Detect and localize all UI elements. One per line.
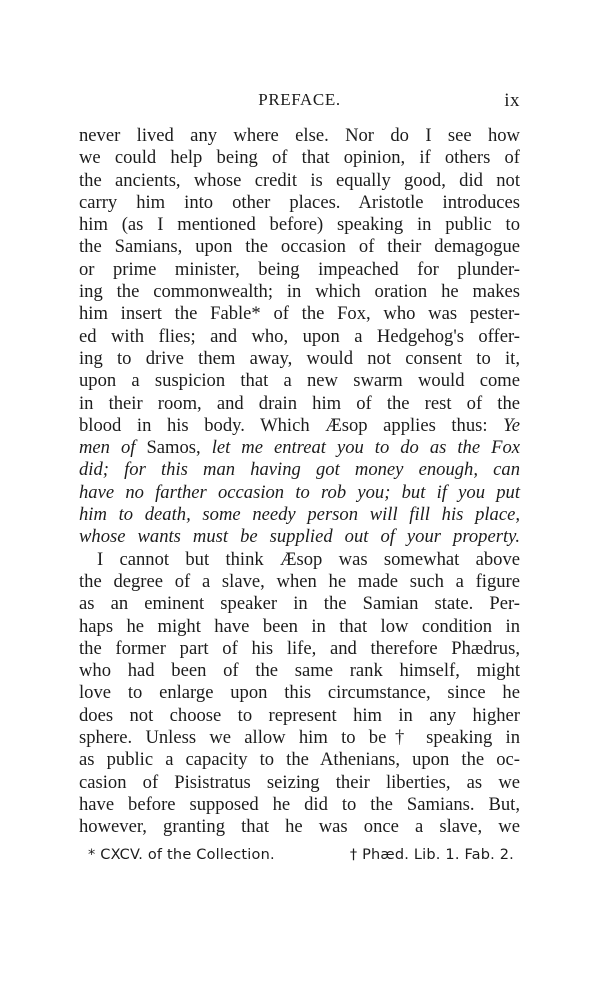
footnotes <box>88 847 520 869</box>
text-line <box>79 259 520 281</box>
text-line <box>79 437 520 459</box>
text-line <box>79 526 520 548</box>
text-run: or prime minister, being impeached for plunder- <box>79 258 520 280</box>
text-run: I cannot but think Æsop was somewhat above <box>97 548 520 570</box>
text-run: upon a suspicion that a new swarm would come <box>79 370 520 392</box>
italic-text: men of <box>79 437 136 459</box>
text-line <box>79 571 520 593</box>
italic-text: him to death, some needy person will fill his place, <box>79 504 520 526</box>
footnote-1: * CXCV. of the Collection. <box>88 847 275 863</box>
text-line <box>79 370 520 392</box>
text-line <box>79 549 520 571</box>
text-run: have before supposed he did to the Samians. But, <box>79 793 520 815</box>
text-run: the former part of his life, and therefore Phædrus, <box>79 637 520 659</box>
text-line <box>79 682 520 704</box>
text-run: ing the commonwealth; in which oration he makes <box>79 281 520 303</box>
text-line <box>79 794 520 816</box>
text-run: the degree of a slave, when he made such a figure <box>79 570 520 592</box>
body-text <box>79 125 520 839</box>
running-title: PREFACE. <box>258 90 341 109</box>
text-run: does not choose to represent him in any higher <box>79 704 520 726</box>
italic-text: have no farther occasion to rob you; but if you put <box>79 481 520 503</box>
text-run: love to enlarge upon this circumstance, since he <box>79 682 520 704</box>
footnote-2: † Phæd. Lib. 1. Fab. 2. <box>349 847 514 863</box>
text-line <box>79 192 520 214</box>
text-run: casion of Pisistratus seizing their liberties, as we <box>79 771 520 793</box>
text-run: blood in his body. Which Æsop applies thus: <box>79 414 504 436</box>
italic-text: Ye <box>503 414 520 436</box>
text-run: ed with flies; and who, upon a Hedgehog's offer- <box>79 325 520 347</box>
text-line <box>79 705 520 727</box>
text-run: in their room, and drain him of the rest of the <box>79 392 520 414</box>
text-line <box>79 415 520 437</box>
text-run: as public a capacity to the Athenians, upon the oc- <box>79 749 520 771</box>
text-run: haps he might have been in that low condition in <box>79 615 520 637</box>
text-line <box>79 326 520 348</box>
text-line <box>79 816 520 838</box>
text-line <box>79 727 520 749</box>
text-run: who had been of the same rank himself, might <box>79 660 520 682</box>
text-line <box>79 616 520 638</box>
text-run: the ancients, whose credit is equally good, did not <box>79 169 520 191</box>
text-run: however, granting that he was once a slave, we <box>79 816 520 838</box>
text-run: the Samians, upon the occasion of their demagogue <box>79 236 520 258</box>
text-line <box>79 482 520 504</box>
italic-text: whose wants must be supplied out of your property. <box>79 526 520 548</box>
running-head <box>79 90 520 114</box>
text-line <box>79 147 520 169</box>
text-line <box>79 393 520 415</box>
text-run: Samos, <box>135 437 212 459</box>
text-line <box>79 348 520 370</box>
text-line <box>79 236 520 258</box>
text-line <box>79 459 520 481</box>
text-run: ing to drive them away, would not consent to it, <box>79 347 520 369</box>
text-line <box>79 638 520 660</box>
italic-text: did; for this man having got money enough, can <box>79 459 520 481</box>
text-run: never lived any where else. Nor do I see how <box>79 125 520 146</box>
text-line <box>79 660 520 682</box>
text-run: carry him into other places. Aristotle introduces <box>79 191 520 213</box>
text-line <box>79 772 520 794</box>
text-line <box>79 504 520 526</box>
text-run: him insert the Fable* of the Fox, who was pester- <box>79 303 520 325</box>
text-line <box>79 593 520 615</box>
text-run: we could help being of that opinion, if others of <box>79 147 520 169</box>
text-line <box>79 170 520 192</box>
text-run: sphere. Unless we allow him to be† speaking in <box>79 727 520 749</box>
text-line <box>79 281 520 303</box>
text-line <box>79 749 520 771</box>
text-line <box>79 214 520 236</box>
text-run: him (as I mentioned before) speaking in public to <box>79 214 520 236</box>
text-line <box>79 125 520 147</box>
text-run: as an eminent speaker in the Samian state. Per- <box>79 593 520 615</box>
page-number: ix <box>504 90 520 111</box>
text-line <box>79 303 520 325</box>
italic-text: let me entreat you to do as the Fox <box>211 437 520 459</box>
